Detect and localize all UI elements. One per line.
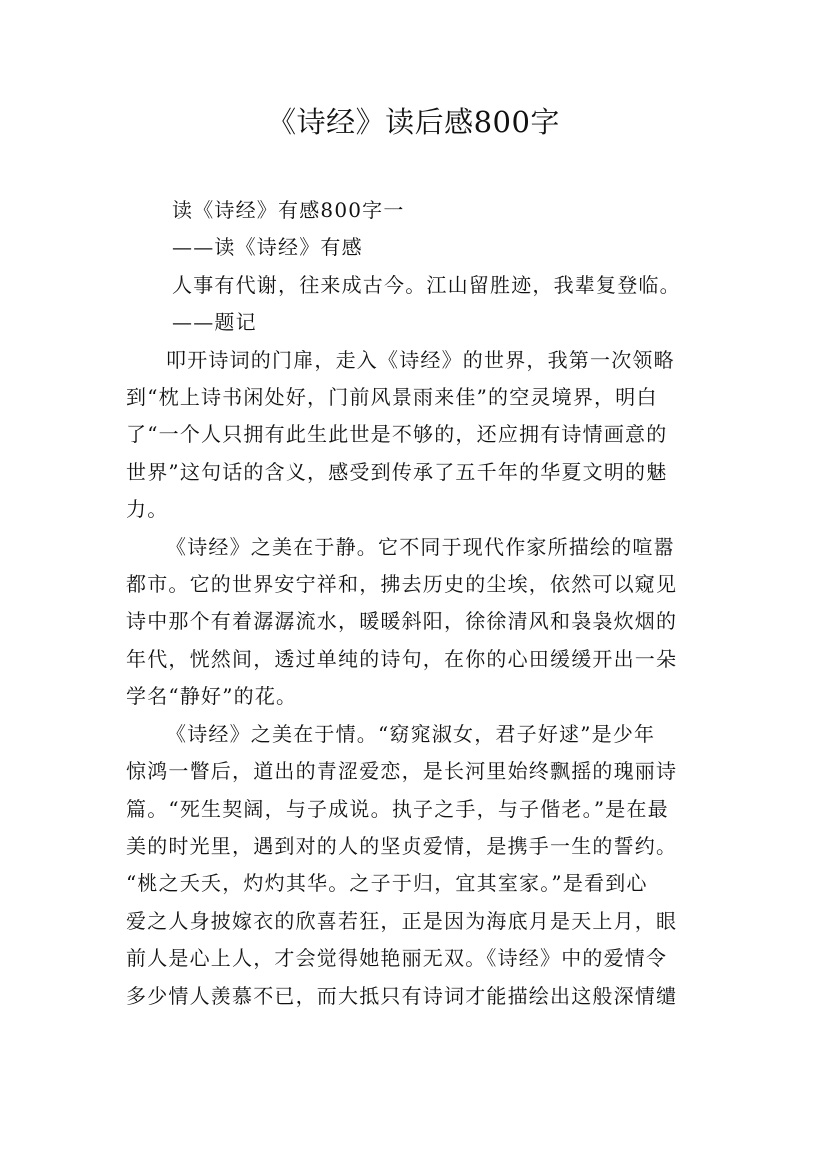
body-line: 惊鸿一瞥后，道出的青涩爱恋，是长河里始终飘摇的瑰丽诗 (126, 759, 678, 784)
body-line: 学名“静好”的花。 (126, 684, 298, 709)
body-line: ——题记 (172, 310, 257, 335)
body-line: 前人是心上人，才会觉得她艳丽无双。《诗经》中的爱情令 (126, 946, 668, 971)
body-line: “桃之夭夭，灼灼其华。之子于归，宜其室家。”是看到心 (126, 871, 648, 896)
body-line: 世界”这句话的含义，感受到传承了五千年的华夏文明的魅 (126, 459, 668, 484)
body-line: ——读《诗经》有感 (172, 235, 363, 260)
body-line: 篇。“死生契阔，与子成说。执子之手，与子偕老。”是在最 (126, 796, 669, 821)
body-line: 人事有代谢，往来成古今。江山留胜迹，我辈复登临。 (172, 272, 681, 297)
body-line: 叩开诗词的门扉，走入《诗经》的世界，我第一次领略 (166, 347, 675, 372)
body-line: 诗中那个有着潺潺流水，暖暖斜阳，徐徐清风和袅袅炊烟的 (126, 609, 678, 634)
body-line: 了“一个人只拥有此生此世是不够的，还应拥有诗情画意的 (126, 422, 668, 447)
body-line: 都市。它的世界安宁祥和，拂去历史的尘埃，依然可以窥见 (126, 572, 678, 597)
document-title: 《诗经》读后感800字 (267, 105, 560, 139)
document-body (126, 192, 726, 1015)
body-line: 到“枕上诗书闲处好，门前风景雨来佳”的空灵境界，明白 (126, 385, 658, 410)
body-line: 《诗经》之美在于情。“窈窕淑女，君子好逑”是少年 (166, 721, 656, 746)
body-line: 美的时光里，遇到对的人的坚贞爱情，是携手一生的誓约。 (126, 833, 678, 858)
body-line: 读《诗经》有感800字一 (172, 198, 405, 222)
body-line: 多少情人羡慕不已，而大抵只有诗词才能描绘出这般深情缱 (126, 983, 678, 1008)
body-line: 《诗经》之美在于静。它不同于现代作家所描绘的喧嚣 (166, 534, 675, 559)
body-line: 力。 (126, 497, 169, 522)
body-line: 年代，恍然间，透过单纯的诗句，在你的心田缓缓开出一朵 (126, 646, 678, 671)
body-line: 爱之人身披嫁衣的欣喜若狂，正是因为海底月是天上月，眼 (126, 908, 678, 933)
